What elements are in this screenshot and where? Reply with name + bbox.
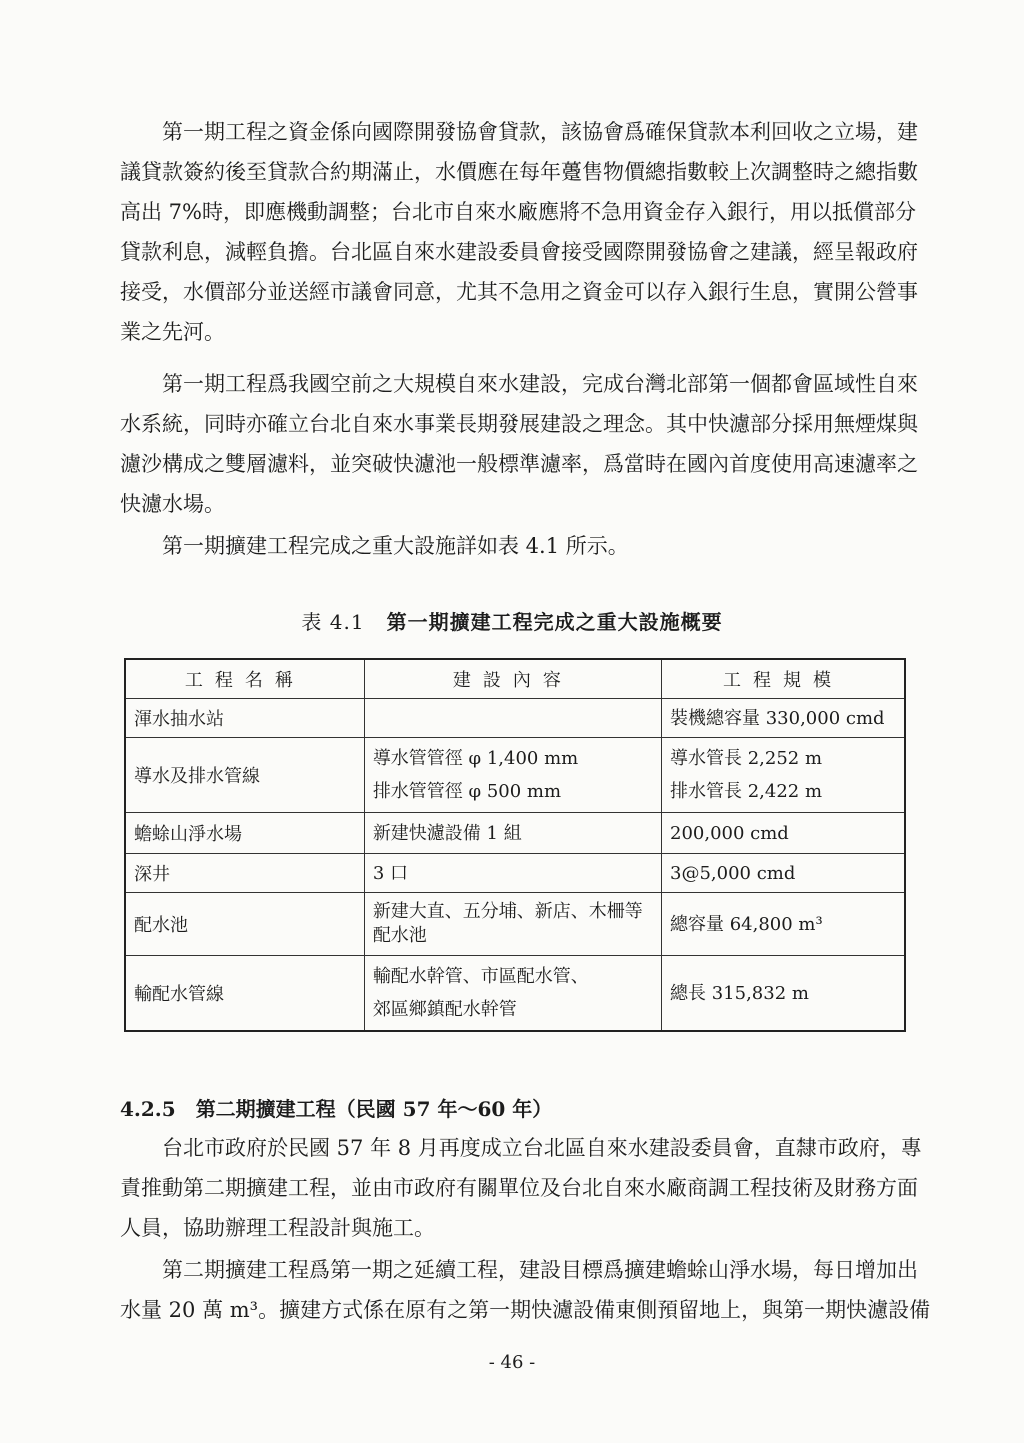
paragraph-second-phase-committee [120,1128,920,1248]
text-line: 台北市政府於民國 57 年 8 月再度成立台北區自來水建設委員會，直隸市政府，專 [120,1136,922,1160]
table-row [125,893,905,956]
cell-scale [662,738,906,813]
text-line: 水系統，同時亦確立台北自來水事業長期發展建設之理念。其中快濾部分採用無煙煤與 [120,412,918,436]
cell-line: 導水管長 2,252 m [670,748,823,769]
cell-line: 新建大直、五分埔、新店、木柵等 [372,901,643,922]
cell-content [364,699,661,738]
table-row [125,699,905,738]
cell-line: 總長 315,832 m [670,982,809,1004]
header-content: 建設內容 [364,659,661,699]
cell-content [364,738,661,813]
header-name: 工程名稱 [125,659,364,699]
page-number: - 46 - [488,1352,536,1373]
text-line: 第一期擴建工程完成之重大設施詳如表 4.1 所示。 [120,534,629,558]
cell-name: 導水及排水管線 [125,738,364,813]
table-caption [0,606,1024,635]
cell-line: 郊區鄉鎮配水幹管 [372,999,517,1020]
cell-line: 輸配水幹管、市區配水管、 [372,966,589,987]
cell-scale [662,854,906,893]
cell-name: 輸配水管線 [125,956,364,1032]
table-row [125,738,905,813]
cell-content [364,893,661,956]
header-scale: 工程規模 [662,659,906,699]
cell-scale [662,956,906,1032]
cell-line: 排水管長 2,422 m [670,781,823,802]
table-row [125,854,905,893]
text-line: 人員，協助辦理工程設計與施工。 [120,1216,435,1240]
cell-line: 200,000 cmd [670,822,789,844]
text-line: 業之先河。 [120,320,225,344]
cell-line: 總容量 64,800 m³ [670,913,823,935]
cell-line: 配水池 [372,925,427,946]
text-line: 高出 7%時，即應機動調整；台北市自來水廠應將不急用資金存入銀行，用以抵償部分 [120,200,916,224]
paragraph-first-phase [120,364,920,524]
text-line: 水量 20 萬 m³。擴建方式係在原有之第一期快濾設備東側預留地上，與第一期快濾設備 [120,1298,931,1322]
cell-name: 蟾蜍山淨水場 [125,813,364,854]
cell-line: 裝機總容量 330,000 cmd [670,707,885,729]
paragraph-funding [120,112,920,352]
cell-scale [662,699,906,738]
section-title: 第二期擴建工程（民國 57 年～60 年） [195,1097,553,1121]
text-line: 貸款利息，減輕負擔。台北區自來水建設委員會接受國際開發協會之建議，經呈報政府 [120,240,918,264]
cell-line: 新建快濾設備 1 組 [372,822,522,844]
cell-content [364,813,661,854]
text-line: 第一期工程爲我國空前之大規模自來水建設，完成台灣北部第一個都會區域性自來 [120,372,918,396]
table-number: 表 4.1 [301,610,365,634]
table-header-row [125,659,905,699]
text-line: 快濾水場。 [120,492,225,516]
cell-scale [662,893,906,956]
paragraph-second-phase-goal [120,1250,931,1330]
section-number: 4.2.5 [120,1097,176,1121]
cell-name: 配水池 [125,893,364,956]
cell-name: 深井 [125,854,364,893]
paragraph-table-reference [120,526,920,566]
text-line: 第二期擴建工程爲第一期之延續工程，建設目標爲擴建蟾蜍山淨水場，每日增加出 [120,1258,918,1282]
facilities-table [124,658,906,1032]
section-heading [120,1093,552,1122]
text-line: 接受，水價部分並送經市議會同意，尤其不急用之資金可以存入銀行生息，實開公營事 [120,280,918,304]
table-row [125,956,905,1032]
cell-line: 3 口 [372,862,408,884]
text-line: 議貸款簽約後至貸款合約期滿止，水價應在每年躉售物價總指數較上次調整時之總指數 [120,160,918,184]
cell-content [364,854,661,893]
table-row [125,813,905,854]
text-line: 濾沙構成之雙層濾料，並突破快濾池一般標準濾率，爲當時在國內首度使用高速濾率之 [120,452,918,476]
text-line: 第一期工程之資金係向國際開發協會貸款，該協會爲確保貸款本利回收之立場，建 [120,120,918,144]
table-title: 第一期擴建工程完成之重大設施概要 [386,610,723,634]
cell-name: 渾水抽水站 [125,699,364,738]
text-line: 責推動第二期擴建工程，並由市政府有關單位及台北自來水廠商調工程技術及財務方面 [120,1176,918,1200]
cell-content [364,956,661,1032]
cell-line: 排水管管徑 φ 500 mm [372,781,562,802]
cell-line: 3@5,000 cmd [670,862,796,884]
cell-line: 導水管管徑 φ 1,400 mm [372,748,579,769]
cell-scale [662,813,906,854]
